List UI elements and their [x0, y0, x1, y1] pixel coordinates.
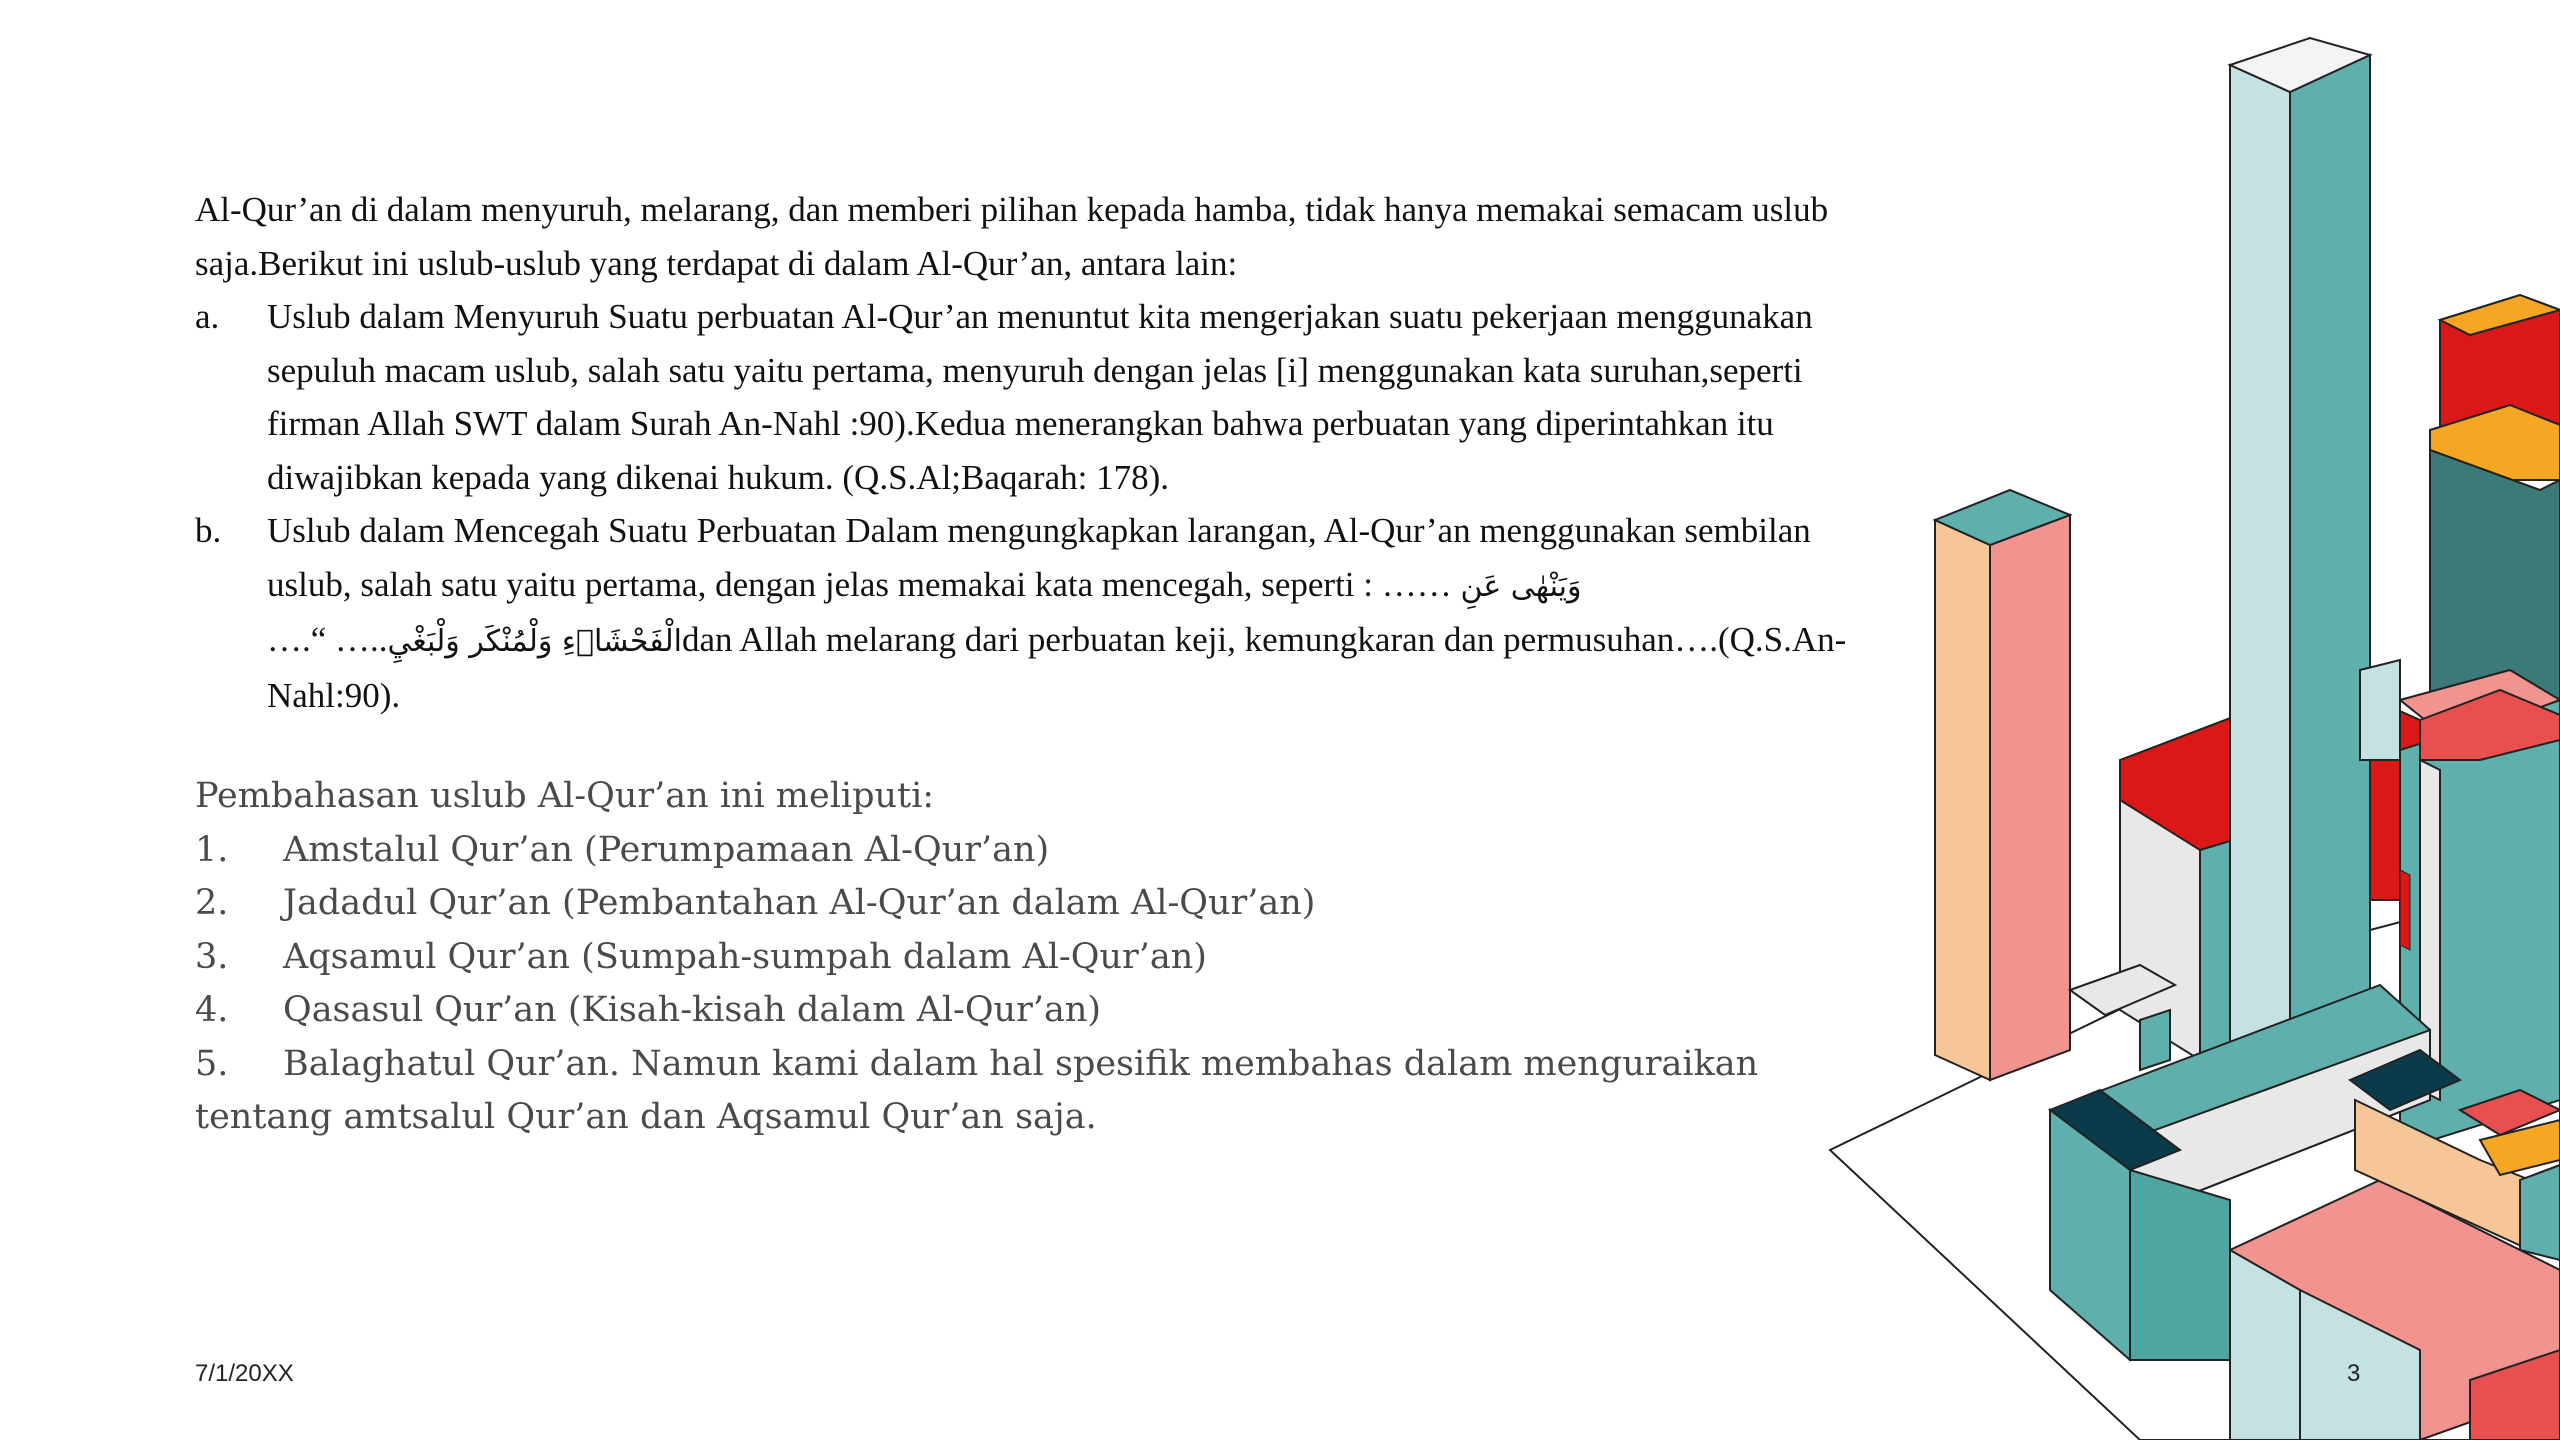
list-marker-b: b. — [195, 511, 222, 550]
page-number: 3 — [2347, 1360, 2361, 1387]
section-item-text: Qasasul Qur’an (Kisah-kisah dalam Al-Qur’an) — [283, 990, 1102, 1030]
section-item-4 — [195, 984, 1815, 1038]
intro-paragraph: Al-Qur’an di dalam menyuruh, melarang, dan memberi pilihan kepada hamba, tidak hanya memakai semacam uslub saja.Berikut ini uslub-uslub yang terdapat di dalam Al-Qur’an, antara lain: — [195, 190, 1829, 283]
footer-date: 7/1/20XX — [195, 1360, 294, 1387]
list-item-b — [195, 504, 1855, 722]
section-item-2 — [195, 877, 1815, 931]
section-item-number: 3. — [195, 936, 229, 977]
section-item-1 — [195, 824, 1815, 878]
section-item-3 — [195, 931, 1815, 985]
list-text-b-after: dan Allah melarang dari perbuatan keji, kemungkaran dan permusuhan….(Q.S.An-Nahl:90). — [267, 620, 1847, 715]
section-item-number: 4. — [195, 990, 229, 1030]
section-item-text: Jadadul Qur’an (Pembantahan Al-Qur’an dalam Al-Qur’an) — [283, 883, 1316, 923]
section-item-number: 1. — [195, 829, 229, 870]
section-item-text: Balaghatul Qur’an. Namun kami dalam hal spesifik membahas dalam menguraikan tentang amtsalul Qur’an dan Aqsamul Qur’an saja. — [195, 1043, 1759, 1137]
section-item-5 — [195, 1038, 1815, 1145]
arabic-text-1: وَيَنْهٰى عَنِ — [1460, 568, 1582, 604]
section-item-text: Aqsamul Qur’an (Sumpah-sumpah dalam Al-Qur’an) — [283, 936, 1207, 977]
list-marker-a: a. — [195, 297, 220, 336]
section-heading: Pembahasan uslub Al-Qur’an ini meliputi: — [195, 776, 935, 816]
arabic-text-2: الْفَحْشَاۤءِ وَلْمُنْكَر وَلْبَغْيِ — [387, 624, 682, 659]
list-text-a: Uslub dalam Menyuruh Suatu perbuatan Al-Qur’an menuntut kita mengerjakan suatu pekerjaan menggunakan sepuluh macam uslub, salah satu yaitu pertama, menyuruh dengan jelas [i] menggunakan kata suruhan,seperti firman Allah SWT dalam Surah An-Nahl :90).Kedua menerangkan bahwa perbuatan yang diperintahkan itu diwajibkan kepada yang dikenai hukum. (Q.S.Al;Baqarah: 178). — [267, 297, 1813, 497]
isometric-buildings-illustration-icon — [1810, 0, 2560, 1440]
list-text-b-before: Uslub dalam Mencegah Suatu Perbuatan Dalam mengungkapkan larangan, Al-Qur’an menggunakan sembilan uslub, salah satu yaitu pertama, dengan jelas memakai kata mencegah, seperti : …… — [267, 511, 1811, 604]
section-item-number: 5. — [195, 1043, 229, 1084]
list-text-b-dots: ….“ ….. — [267, 620, 388, 659]
list-item-a — [195, 290, 1855, 504]
section-item-text: Amstalul Qur’an (Perumpamaan Al-Qur’an) — [283, 829, 1050, 870]
uslub-section — [195, 770, 1815, 1145]
section-item-number: 2. — [195, 883, 229, 923]
body-text — [195, 183, 1855, 722]
